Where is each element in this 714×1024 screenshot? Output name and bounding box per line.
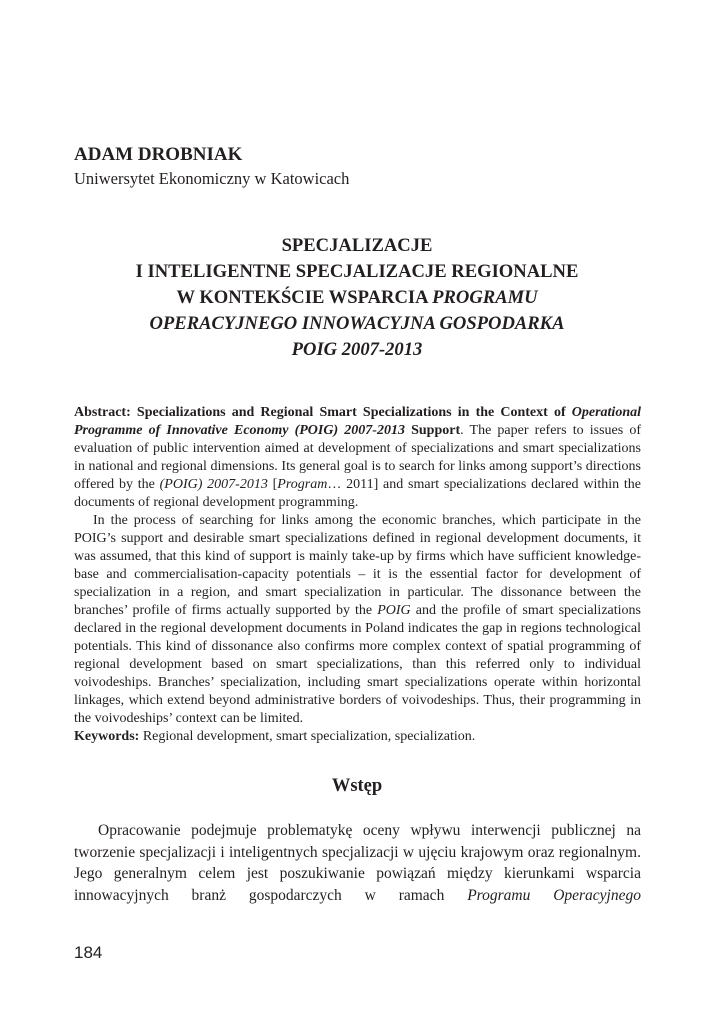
author-affiliation: Uniwersytet Ekonomiczny w Katowicach [74,169,350,188]
abstract-p1-italic-b: (POIG) 2007-2013 [159,477,268,492]
keywords-label: Keywords: [74,729,140,744]
abstract-label-italic: Operational Programme of Innovative Economy (POIG) 2007-2013 [74,405,641,438]
title-line-3-regular: W KONTEKŚCIE WSPARCIA [176,287,433,308]
keywords-text: Regional development, smart specialization, specialization. [139,729,476,744]
title-line-5-italic: POIG 2007-2013 [291,339,423,360]
title-line-5 [70,337,644,363]
title-line-2: I INTELIGENTNE SPECJALIZACJE REGIONALNE [135,261,579,282]
abstract-paragraph-2 [74,512,641,728]
abstract-paragraph-1 [74,404,641,512]
title-line-4-italic: OPERACYJNEGO INNOWACYJNA GOSPODARKA [149,313,565,334]
abstract-p1-italic-d: Program [277,477,328,492]
abstract-label: Abstract: Specializations and Regional Smart Specializations in the Context of [74,405,572,420]
paper-title [70,233,644,363]
title-line-3-italic: PROGRAMU [432,287,538,308]
abstract [74,404,641,746]
title-line-3 [70,285,644,311]
abstract-p1-text-e: … 2011] and smart specializations declared within the documents of regional development programming. [74,477,642,510]
body-p1-text-a: Opracowanie podejmuje problematykę oceny wpływu interwencji publicznej na tworzenie specjalizacji i inteligentnych specjalizacji w ujęciu krajowym oraz regionalnym. Jego generalnym celem jest poszukiwanie powiązań między kierunkami wsparcia innowacyjnych branż gospodarczych w ramach [74,822,641,904]
title-line-4 [70,311,644,337]
body-text [74,820,641,906]
abstract-p2-text-a: In the process of searching for links among the economic branches, which participate in the POIG’s support and desirable smart specializations defined in regional development documents, it was assumed, that this kind of support is mainly take-up by firms which have sufficient knowledge-base and commercialisation-capacity potentials – it is the essential factor for development of specialization in a region, and smart specialization in particular. The dissonance between the branches’ profile of firms actually supported by the [74,513,641,618]
abstract-p2-italic-b: POIG [377,603,411,618]
title-line-1: SPECJALIZACJE [281,235,433,256]
abstract-p1-text-c: [ [267,477,278,492]
abstract-p2-text-c: and the profile of smart specializations declared in the regional development documents in Poland indicates the gap in regions technological potentials. This kind of dissonance also confirms more complex context of spatial programming of regional development based on smart specializations, than this referred only to individual voivodeships. Branches’ specialization, including smart specializations operate within horizontal linkages, which extend beyond administrative borders of voivodeships. Thus, their programming in the voivodeships’ context can be limited. [74,603,641,726]
author-name: ADAM DROBNIAK [74,144,243,165]
body-paragraph-1 [74,820,641,906]
section-heading: Wstęp [331,776,383,796]
abstract-p1-text-a: . The paper refers to issues of evaluation of public intervention aimed at development of specializations and smart specializations in national and regional dimensions. Its general goal is to search for links among support’s directions offered by the [74,423,641,492]
keywords-line [74,728,641,746]
page-number: 184 [74,943,103,962]
abstract-label-end: Support [404,423,461,438]
body-p1-italic-b: Programu Operacyjnego [467,886,641,904]
